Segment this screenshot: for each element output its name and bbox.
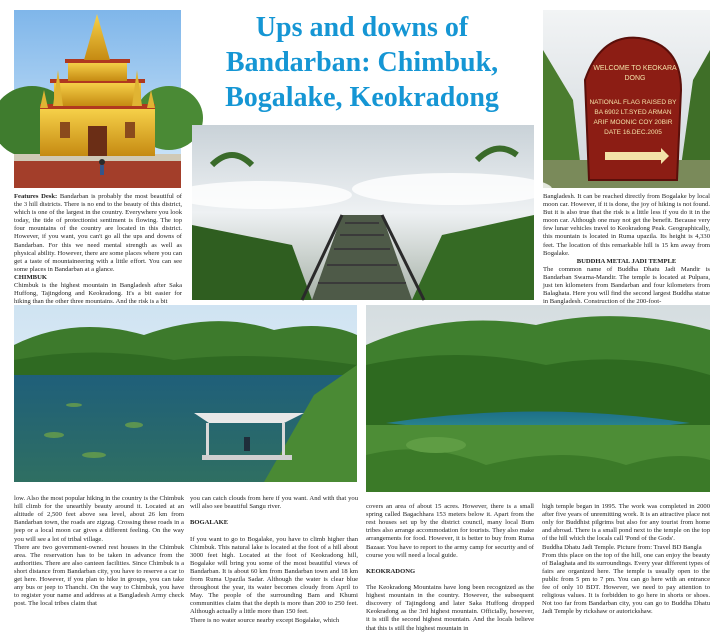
- temple-text: The common name of Buddha Dhatu Jadi Mandir is Bandarban Swarna-Mandir. The temple is located at Pulpara, just ten kilometers from Bandarban and four kilometers from Balaghata. Here you will find the second largest Buddha statue in Bangladesh. Construction of the 200-foot-: [543, 265, 710, 306]
- sign-line-6: DATE 16.DEC.2005: [604, 129, 662, 136]
- sign-line-4: BA 6902 LT.SYED ARMAN: [594, 109, 672, 116]
- temple-continued-text: high temple began in 1995. The work was completed in 2000 after five years of unremitting work. It is an attractive place not only for Buddhist pilgrims but also for any tourist from home and abroad. There is a small pond next to the temple on the top of the hill which the locals call 'Pond of the Gods'. Buddha Dhatu Jadi Temple. Picture from: Travel BD Bangla From this place on the top of the hill, one can enjoy the beauty of Balaghata and its surroundings. Every year different types of fairs are organized here. The temple is usually open to the public from 5 pm to 7 pm. You can go here with an entrance fee of only 10 BDT. However, we need to pay attention to religious values. It is forbidden to go here in shorts or shoes. Not too far from Bandarban city, you can go to Buddha Dhatu Jadi Temple by rickshaw or autorickshaw.: [542, 503, 710, 616]
- sign-line-3: NATIONAL FLAG RAISED BY: [589, 99, 677, 106]
- mountain-bridge-photo: [192, 125, 534, 300]
- bogalake-heading: BOGALAKE: [190, 519, 229, 527]
- headline-line-3: Bogalake, Keokradong: [225, 82, 499, 113]
- bottom-column-2: [190, 487, 358, 624]
- chimbuk-heading: CHIMBUK: [14, 273, 47, 281]
- bottom-column-1: [14, 487, 184, 607]
- bogalake-continued-text: covers an area of about 15 acres. However, there is a small spring called Bagachhara 153 meters below it. Apart from the rest houses set up by the district council, many local Bum tribes also arrange accommodation for tourists. They also make arrangements for food. However, it is better to buy from Ruma Bazaar. You have to report to the army camp for security and of course you will need a local guide.: [366, 503, 534, 559]
- keokradong-sign-photo: [543, 10, 710, 188]
- chimbuk-continued-text: low. Also the most popular hiking in the country is the Chimbuk hill climb for the unearthly beauty around it. Located at an altitude of 2,500 feet above sea level, about 26 km from Bandarban town, the roads are zigzag. Crossing these roads in a jeep or a local moon car gives a different feeling. On the way you will see a lot of tribal village. There are two government-owned rest houses in the Chimbuk area. The reservation has to be taken in advance from the authorities. There are also canteen facilities. Since Chimbuk is a short distance from Bandarban city, you have to reserve a car to get here. However, if you plan to hike in groups, you can take any bus or jeep to Thanchi. On the way to Chimbuk, you have to register your name and address at a Bangladesh Army check post. The local tribes claim that: [14, 495, 184, 608]
- byline: Features Desk:: [14, 193, 58, 200]
- headline: [182, 10, 542, 115]
- bogalake-text: If you want to go to Bogalake, you have to climb higher than Chimbuk. This natural lake is located at the foot of a hill about 3000 feet high. Located at the foot of Keokradong hill, Bogalake will bring you some of the most beautiful views of Bandarban. It is about 60 km from Bandarban town and 18 km from Ruma Upazila Sadar. Although the water is clear blue throughout the year, its water becomes cloudy from April to May. The people of the surrounding Bam and Khumi communities claim that the depth is more than 200 to 250 feet. Although actually a little more than 150 feet. There is no water source nearby except Bogalake, which: [190, 535, 358, 624]
- right-text-column: [543, 193, 710, 306]
- headline-line-2: Bandarban: Chimbuk,: [225, 47, 499, 78]
- bogalake-right-photo: [366, 305, 710, 492]
- sign-line-1: WELCOME TO KEOKARA: [593, 65, 677, 72]
- intro-text: Bandarban is probably the most beautiful of the 3 hill districts. There is no end to the beauty of this district, which is one of the largest in the country. Everywhere you look today, the tide of protectionist sentiment is flowing. The top four mountains of the country are located in this district. However, if you want, you can't go all the ups and downs of Bandarban. For this we need mental strength as well as physical ability. However, there are some places where you can get a taste of mountaineering with a little effort. You can see some places in Bandarban at a glance.: [14, 193, 183, 273]
- sign-line-5: ARIF MOONIC COY 20BIR: [593, 119, 673, 126]
- headline-line-1: Ups and downs of: [255, 12, 469, 43]
- bogalake-left-photo: [14, 305, 357, 482]
- keokradong-continued-text: Bangladesh. It can be reached directly from Bogalake by local moon car. However, if it is done, the joy of hiking is not found. But it is also true that the risk is a little less if you do it in the moon car. Although one may not get the benefit. Because very few lunar vehicles travel to Keokradong Peak. Geographically, this mountain is located in Ruma upazila. Its height is 4,330 feet. The location of this remarkable hill is 15 km away from Bogalake.: [543, 193, 710, 257]
- left-text-column: [14, 193, 183, 306]
- keokradong-heading: KEOKRADONG: [366, 567, 416, 575]
- temple-photo: [14, 10, 181, 188]
- bottom-column-3: [366, 495, 534, 632]
- temple-heading: BUDDHA METAL JADI TEMPLE: [576, 257, 677, 265]
- sign-line-2: DONG: [624, 75, 646, 82]
- bottom-column-4: [542, 495, 710, 616]
- keokradong-text: The Keokradong Mountains have long been recognized as the highest mountain in the country. However, the subsequent discovery of Tajingdong and later Saka Huffong dropped Keokradong as the 3rd highest mountain. Officially, however, it is still the second highest mountain. And the locals believe that this is still the highest mountain in: [366, 584, 534, 632]
- chimbuk-text: Chimbuk is the highest mountain in Bangladesh after Saka Huffong, Tajingdong and Keokradong. It's a bit easier for hiking than the other three mountains. And the risk is a bit: [14, 282, 182, 306]
- intro-paragraph: [14, 193, 182, 274]
- clouds-text: you can catch clouds from here if you want. And with that you will also see beautiful Sangu river.: [190, 495, 358, 511]
